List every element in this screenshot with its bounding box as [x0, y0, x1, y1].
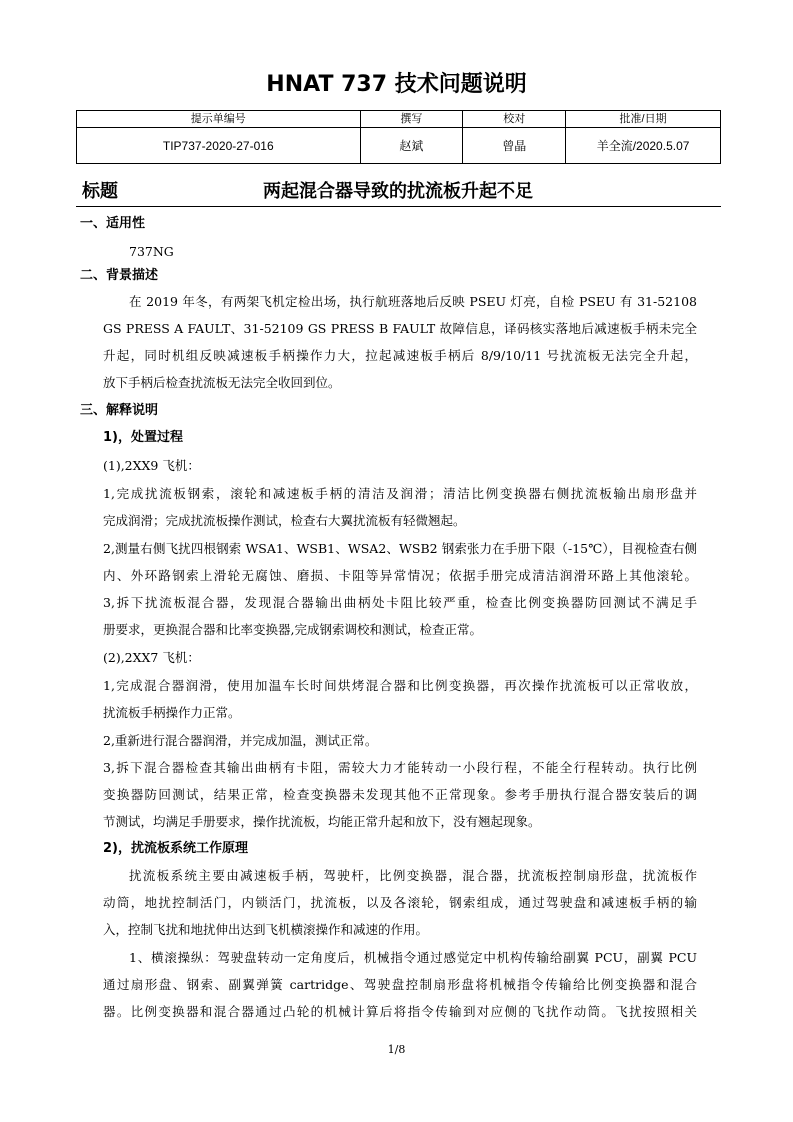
reviewer-name: 曾晶 — [463, 128, 566, 164]
header-col-author: 撰写 — [360, 111, 463, 128]
approval-date: 羊全流/2020.5.07 — [566, 128, 721, 164]
applicability-text: 737NG — [129, 244, 174, 259]
section-explanation-title: 三、解释说明 — [80, 403, 159, 418]
author-name: 赵斌 — [360, 128, 463, 164]
process-line: (2),2XX7 飞机： — [103, 650, 200, 665]
principle-line: 通过扇形盘、钢索、副翼弹簧 cartridge、驾驶盘控制扇形盘将机械指令传输给比例变换器和混合 — [103, 977, 697, 992]
process-line: 2,测量右侧飞扰四根钢索 WSA1、WSB1、WSA2、WSB2 钢索张力在手册下限（-15℃），目视检查右侧 — [103, 541, 697, 556]
subject-text: 两起混合器导致的扰流板升起不足 — [263, 181, 533, 202]
background-line: GS PRESS A FAULT、31-52109 GS PRESS B FAULT 故障信息，译码核实落地后减速板手柄未完全 — [103, 321, 697, 336]
subsection-process-title: 1)，处置过程 — [103, 430, 183, 445]
process-line: (1),2XX9 飞机： — [103, 458, 200, 473]
process-line: 内、外环路钢索上滑轮无腐蚀、磨损、卡阻等异常情况；依据手册完成清洁润滑环路上其他滚轮。 — [103, 568, 697, 583]
process-line: 1,完成扰流板钢索，滚轮和减速板手柄的清洁及润滑；清洁比例变换器右侧扰流板输出扇形盘并 — [103, 486, 697, 501]
process-line: 变换器防回测试，结果正常，检查变换器未发现其他不正常现象。参考手册执行混合器安装后的调 — [103, 787, 697, 802]
page-number: 1/8 — [387, 1043, 406, 1056]
background-line: 在 2019 年冬，有两架飞机定检出场，执行航班落地后反映 PSEU 灯亮，自检 PSEU 有 31-52108 — [129, 294, 697, 309]
principle-line: 器。比例变换器和混合器通过凸轮的机械计算后将指令传输到对应侧的飞扰作动筒。飞扰按照相关 — [103, 1004, 697, 1019]
principle-line: 扰流板系统主要由减速板手柄，驾驶杆，比例变换器，混合器，扰流板控制扇形盘，扰流板作 — [129, 868, 697, 883]
process-line: 扰流板手柄操作力正常。 — [103, 705, 241, 720]
section-background-title: 二、背景描述 — [80, 268, 159, 283]
section-applicability-title: 一、适用性 — [80, 216, 146, 231]
background-line: 放下手柄后检查扰流板无法完全收回到位。 — [103, 375, 341, 390]
header-table — [76, 110, 721, 164]
process-line: 1,完成混合器润滑，使用加温车长时间烘烤混合器和比例变换器，再次操作扰流板可以正常收放， — [103, 678, 697, 693]
principle-line: 动筒，地扰控制活门，内锁活门，扰流板，以及各滚轮，钢索组成，通过驾驶盘和减速板手柄的输 — [103, 895, 697, 910]
tip-number: TIP737-2020-27-016 — [77, 128, 361, 164]
header-col-tip-no: 提示单编号 — [77, 111, 361, 128]
subsection-principle-title: 2)，扰流板系统工作原理 — [103, 841, 248, 856]
document-title: HNAT 737 技术问题说明 — [266, 72, 527, 97]
principle-line: 入，控制飞扰和地扰伸出达到飞机横滚操作和减速的作用。 — [103, 922, 429, 937]
header-col-review: 校对 — [463, 111, 566, 128]
process-line: 2,重新进行混合器润滑，并完成加温，测试正常。 — [103, 733, 378, 748]
process-line: 3,拆下混合器检查其输出曲柄有卡阻，需较大力才能转动一小段行程，不能全行程转动。执行比例 — [103, 760, 697, 775]
process-line: 册要求，更换混合器和比率变换器,完成钢索调校和测试，检查正常。 — [103, 622, 482, 637]
subject-row — [76, 172, 721, 207]
process-line: 完成润滑；完成扰流板操作测试，检查右大翼扰流板有轻微翘起。 — [103, 513, 466, 528]
header-col-approve: 批准/日期 — [566, 111, 721, 128]
process-line: 节测试，均满足手册要求，操作扰流板，均能正常升起和放下，没有翘起现象。 — [103, 814, 541, 829]
principle-line: 1、横滚操纵：驾驶盘转动一定角度后，机械指令通过感觉定中机构传输给副翼 PCU，副翼 PCU — [129, 950, 697, 965]
process-line: 3,拆下扰流板混合器，发现混合器输出曲柄处卡阻比较严重，检查比例变换器防回测试不满足手 — [103, 595, 697, 610]
background-line: 升起，同时机组反映减速板手柄操作力大，拉起减速板手柄后 8/9/10/11 号扰流板无法完全升起， — [103, 348, 697, 363]
subject-label: 标题 — [82, 181, 118, 202]
